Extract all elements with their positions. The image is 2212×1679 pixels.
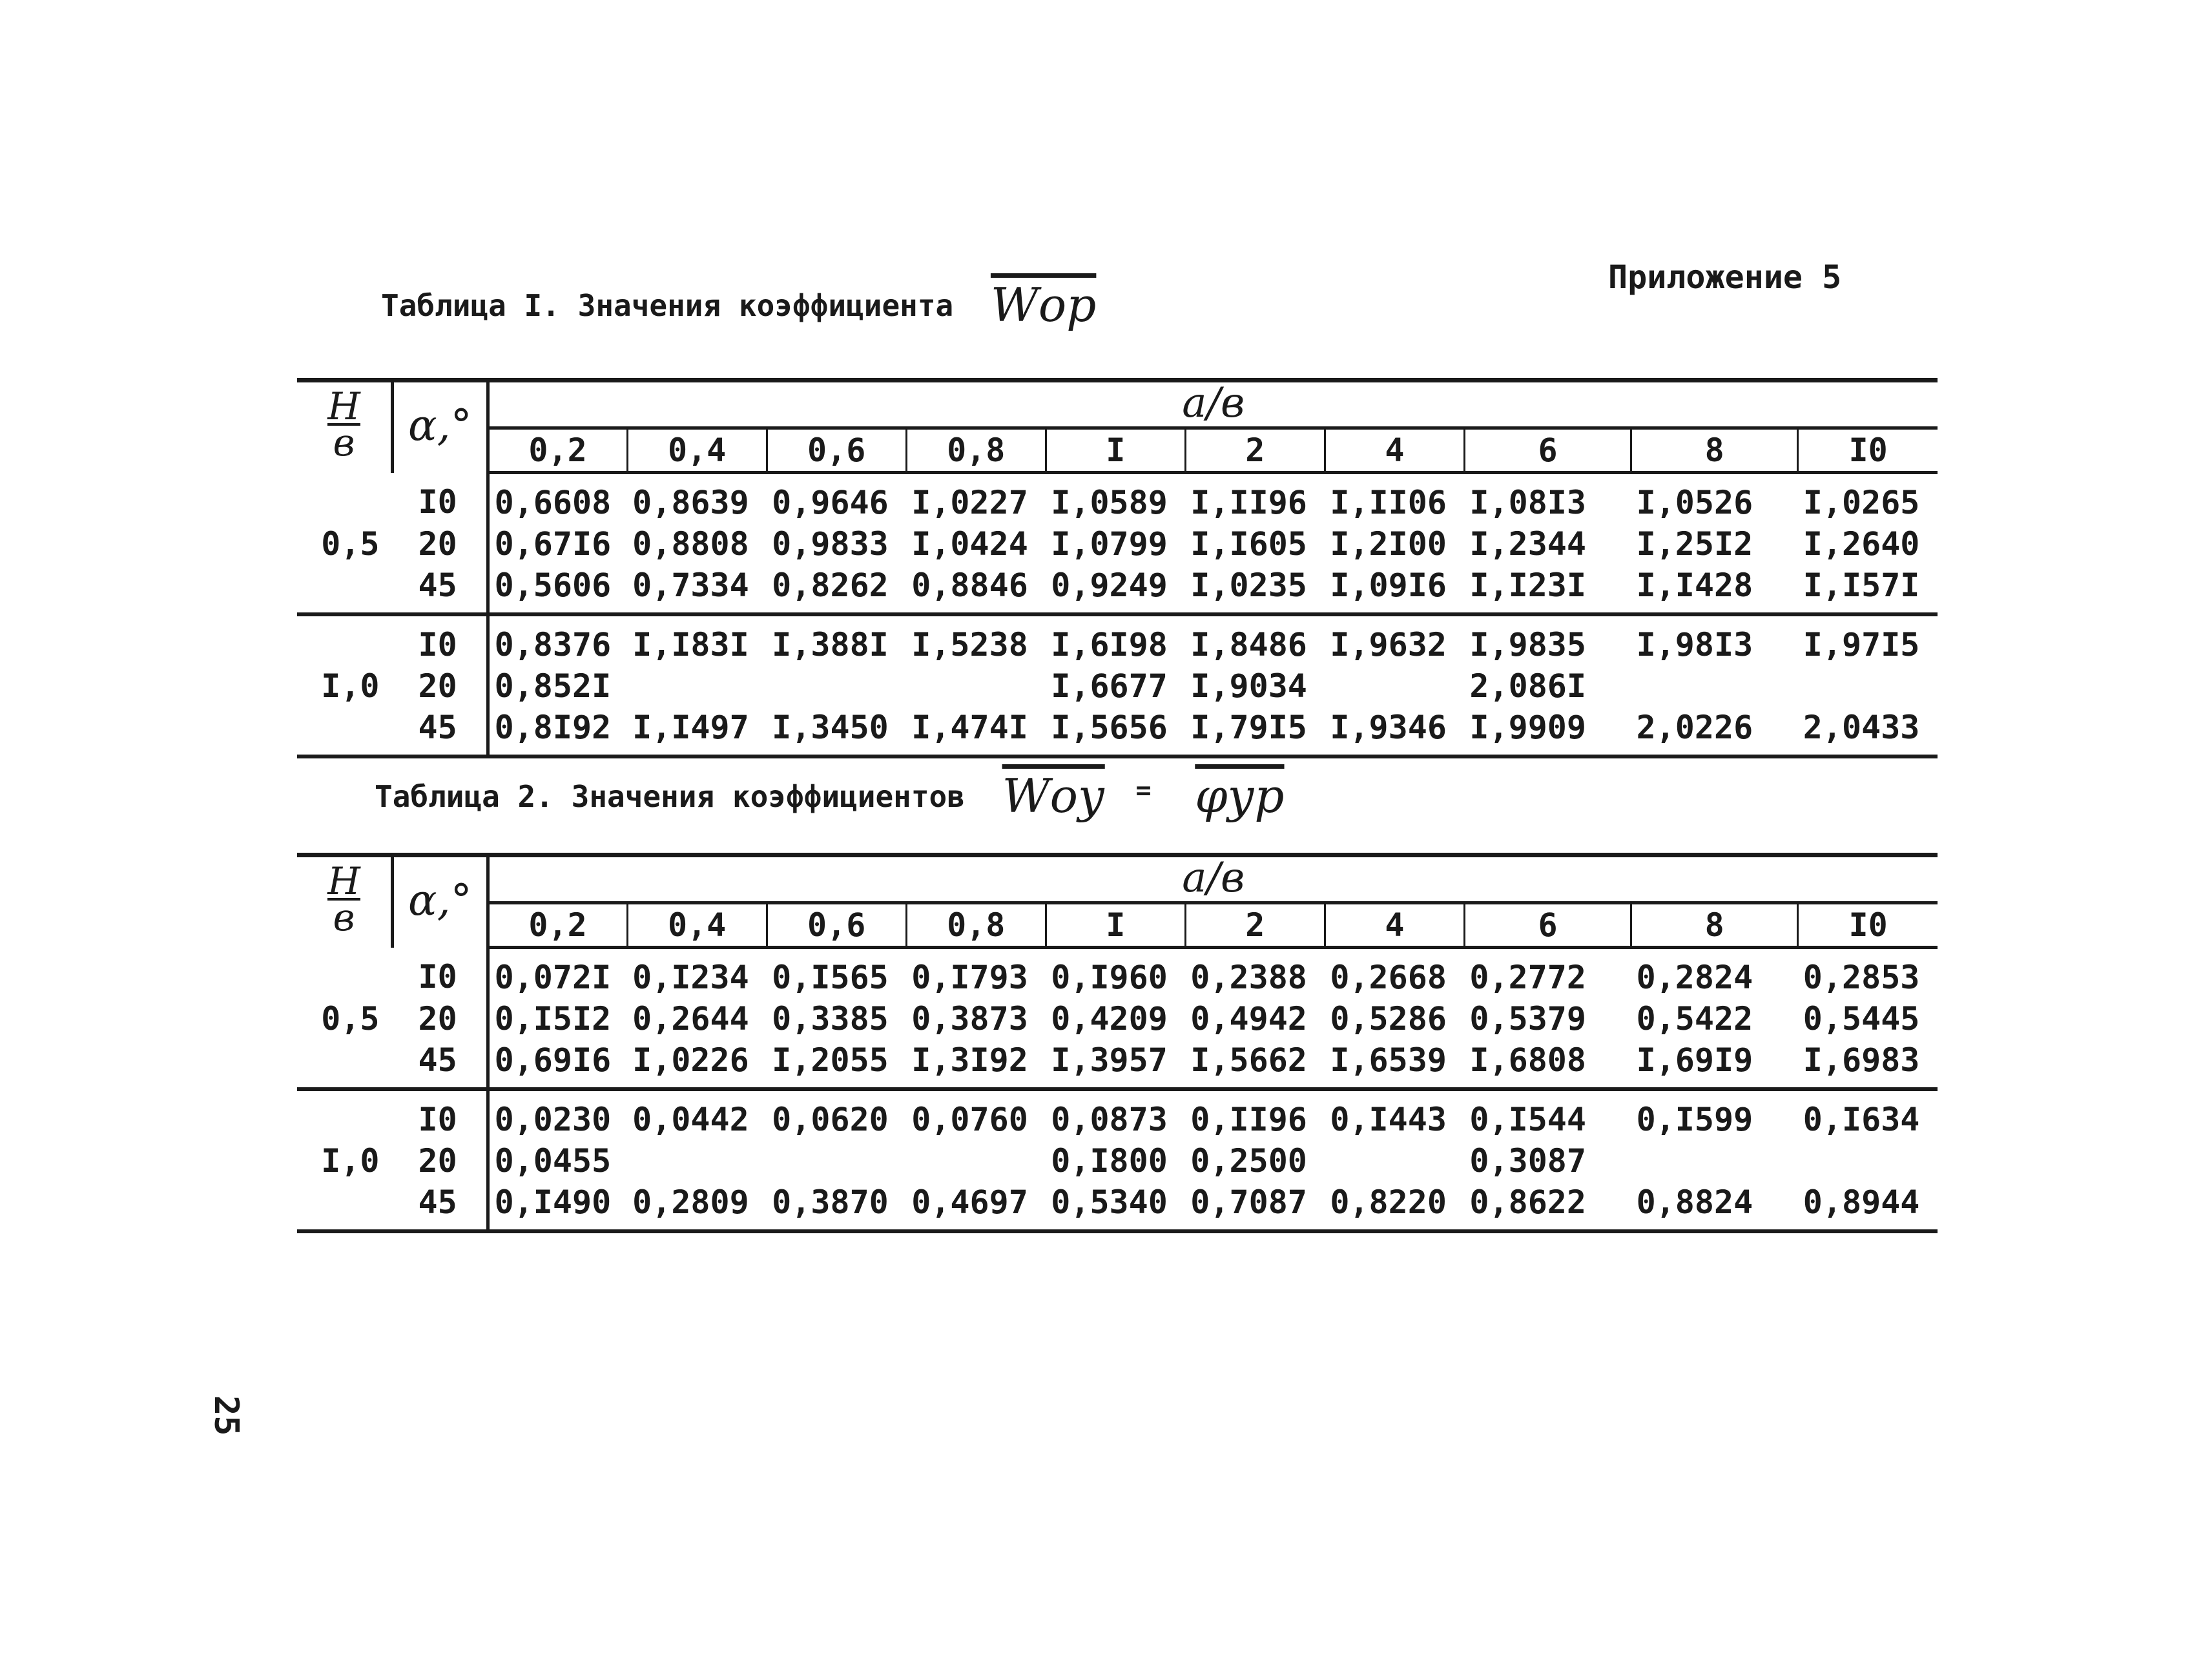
table-cell: 0,I544 [1469, 1101, 1587, 1138]
table-cell: 0,7087 [1185, 1182, 1325, 1231]
table-cell: 0,0230 [488, 1089, 627, 1140]
table-cell: 0,0760 [911, 1101, 1028, 1138]
table-cell: 0,8262 [767, 565, 906, 614]
column-header: 0,8 [906, 428, 1046, 473]
table-row [297, 473, 1938, 524]
hb-header-num: H [327, 384, 360, 429]
alpha-value: I0 [418, 626, 457, 663]
column-header: 8 [1631, 428, 1798, 473]
table-cell [1325, 665, 1464, 707]
alpha-value: 20 [418, 525, 457, 563]
table-cell: I,0589 [1051, 484, 1168, 521]
table-cell: 0,8808 [632, 525, 749, 563]
column-header: 0,4 [627, 428, 767, 473]
hb-value [297, 1182, 393, 1231]
table-cell: I,9632 [1330, 626, 1447, 663]
table-cell: 0,5286 [1330, 1000, 1447, 1038]
hb-value [297, 948, 393, 999]
table-cell: 0,0455 [488, 1140, 627, 1182]
table2-symbol-eq: = [1135, 776, 1152, 806]
alpha-value: I0 [418, 483, 457, 521]
table-cell: I,474I [906, 707, 1046, 756]
table-cell: I,I57I [1798, 565, 1938, 614]
table-cell: 0,8639 [632, 484, 749, 521]
table-cell: 0,I800 [1051, 1142, 1168, 1180]
hb-value: 0,5 [321, 1000, 380, 1038]
table-cell: I,2I00 [1330, 525, 1447, 563]
column-header: I [1046, 428, 1185, 473]
table-cell: 0,3385 [772, 1000, 889, 1038]
table-cell: I,3957 [1046, 1039, 1185, 1089]
table-cell: I,6808 [1464, 1039, 1631, 1089]
table-cell: 0,3087 [1469, 1142, 1587, 1180]
column-header: 0,2 [488, 903, 627, 948]
hb-value [297, 614, 393, 665]
column-header: 4 [1325, 428, 1464, 473]
table-cell: 0,II96 [1190, 1101, 1307, 1138]
hb-value [297, 473, 393, 524]
column-header: 2 [1185, 903, 1325, 948]
table1-caption-text: Таблица I. Значения коэффициента [381, 288, 954, 323]
table-cell: 0,8220 [1325, 1182, 1464, 1231]
table-cell: 0,5606 [488, 565, 627, 614]
table-cell: I,3450 [767, 707, 906, 756]
table2-symbol: Wоу [1002, 769, 1105, 823]
table-row [297, 707, 1938, 756]
ab-group-header [488, 381, 1938, 428]
table-cell [1631, 1140, 1798, 1182]
table-cell: 0,3870 [767, 1182, 906, 1231]
table-row [297, 1182, 1938, 1231]
table-cell: I,2640 [1803, 525, 1920, 563]
table-cell: I,6I98 [1051, 626, 1168, 663]
column-header: 2 [1185, 428, 1325, 473]
table2-caption-text: Таблица 2. Значения коэффициентов [375, 779, 965, 814]
alpha-value: 45 [393, 707, 488, 756]
table-cell: 0,I599 [1636, 1101, 1753, 1138]
table-cell: 0,I634 [1803, 1101, 1920, 1138]
table-row [297, 523, 1938, 565]
table-cell: I,9909 [1464, 707, 1631, 756]
hb-value: I,0 [321, 1142, 380, 1180]
table-cell: I,I23I [1464, 565, 1631, 614]
alpha-value: 20 [418, 667, 457, 705]
table-cell: I,0799 [1051, 525, 1168, 563]
ab-group-label: а/в [1182, 379, 1245, 427]
table-row [297, 1039, 1938, 1089]
table-cell: I,3I92 [906, 1039, 1046, 1089]
alpha-header [393, 855, 488, 948]
table-cell: I,9034 [1190, 667, 1307, 705]
table-cell: 0,I793 [911, 959, 1028, 996]
table-cell: 0,852I [488, 665, 627, 707]
hb-value [297, 1089, 393, 1140]
table-cell: 0,072I [488, 948, 627, 999]
column-header: 0,6 [767, 428, 906, 473]
column-header: I [1046, 903, 1185, 948]
table-cell [627, 1140, 767, 1182]
hb-value: I,0 [321, 667, 380, 705]
table-cell: 0,0620 [772, 1101, 889, 1138]
table-cell: 0,I565 [772, 959, 889, 996]
table-cell: I,I497 [627, 707, 767, 756]
table-cell: 0,4697 [906, 1182, 1046, 1231]
table-cell: 0,3873 [911, 1000, 1028, 1038]
column-header: 6 [1464, 428, 1631, 473]
column-header: 0,2 [488, 428, 627, 473]
table-cell: 0,8622 [1464, 1182, 1631, 1231]
alpha-header-label: α,° [408, 875, 472, 926]
table2-caption [375, 769, 1285, 823]
hb-value [297, 565, 393, 614]
hb-header [297, 855, 393, 948]
table-cell [906, 665, 1046, 707]
table-cell: 0,I960 [1051, 959, 1168, 996]
table-cell: 0,5340 [1046, 1182, 1185, 1231]
table-cell [627, 665, 767, 707]
table-cell: 2,086I [1469, 667, 1587, 705]
table-cell: I,9835 [1469, 626, 1587, 663]
table-cell: I,97I5 [1803, 626, 1920, 663]
table-cell: 2,0433 [1798, 707, 1938, 756]
table1-caption [381, 278, 1096, 332]
alpha-value: I0 [418, 957, 457, 996]
table-cell: 0,2824 [1636, 959, 1753, 996]
hb-header [297, 381, 393, 473]
table-cell: I,388I [772, 626, 889, 663]
table-cell: I,0526 [1636, 484, 1753, 521]
table-cell: 0,2668 [1330, 959, 1447, 996]
table-cell: I,II96 [1190, 484, 1307, 521]
table-cell: I,6539 [1325, 1039, 1464, 1089]
table-cell: I,6983 [1798, 1039, 1938, 1089]
table-cell: 0,8846 [906, 565, 1046, 614]
table-cell [1631, 665, 1798, 707]
table-row [297, 665, 1938, 707]
table-cell: 0,I5I2 [488, 998, 627, 1039]
hb-value [297, 707, 393, 756]
table-row [297, 998, 1938, 1039]
table-cell: 0,4942 [1190, 1000, 1307, 1038]
table-cell: 0,2500 [1190, 1142, 1307, 1180]
table2 [297, 853, 1938, 1233]
table-cell: 0,5379 [1469, 1000, 1587, 1038]
table-cell: 0,9833 [772, 525, 889, 563]
alpha-value: 45 [393, 1182, 488, 1231]
table-cell: I,6677 [1051, 667, 1168, 705]
table-cell: 0,9646 [772, 484, 889, 521]
alpha-value: I0 [418, 1101, 457, 1138]
table-cell: 0,9249 [1046, 565, 1185, 614]
table-cell: I,I428 [1631, 565, 1798, 614]
table-cell: I,5238 [911, 626, 1028, 663]
table-cell: 0,67I6 [488, 523, 627, 565]
column-header: I0 [1798, 903, 1938, 948]
table-cell: 0,7334 [627, 565, 767, 614]
column-header: 0,4 [627, 903, 767, 948]
table-cell: I,2055 [767, 1039, 906, 1089]
table-row [297, 1140, 1938, 1182]
alpha-value: 20 [418, 1000, 457, 1038]
table-cell: I,79I5 [1185, 707, 1325, 756]
table-cell: I,25I2 [1636, 525, 1753, 563]
table-cell: I,II06 [1330, 484, 1447, 521]
column-header: 6 [1464, 903, 1631, 948]
table-cell: 0,5445 [1803, 1000, 1920, 1038]
table-cell: I,0227 [911, 484, 1028, 521]
ab-group-label: а/в [1182, 854, 1245, 902]
table-cell: I,5656 [1046, 707, 1185, 756]
table-cell: 0,2772 [1469, 959, 1587, 996]
table1-symbol: Wор [990, 278, 1097, 332]
table-cell: 0,8944 [1798, 1182, 1938, 1231]
column-header: 4 [1325, 903, 1464, 948]
column-header: I0 [1798, 428, 1938, 473]
table-cell: 0,0442 [632, 1101, 749, 1138]
table-cell: 0,8I92 [488, 707, 627, 756]
table-cell: I,08I3 [1469, 484, 1587, 521]
table-cell: 0,2644 [632, 1000, 749, 1038]
table-row [297, 1089, 1938, 1140]
table-cell: I,5662 [1185, 1039, 1325, 1089]
table-cell: 0,8824 [1631, 1182, 1798, 1231]
table-cell: 0,I443 [1330, 1101, 1447, 1138]
table-row [297, 948, 1938, 999]
ab-group-header [488, 855, 1938, 903]
hb-header-den: в [333, 895, 355, 940]
table-cell: 0,5422 [1636, 1000, 1753, 1038]
column-header: 0,8 [906, 903, 1046, 948]
table1 [297, 378, 1938, 758]
table-cell [1325, 1140, 1464, 1182]
table-cell [1798, 665, 1938, 707]
table-cell: I,I605 [1190, 525, 1307, 563]
table-cell: I,I83I [632, 626, 749, 663]
table-cell: I,2344 [1469, 525, 1587, 563]
alpha-value: 45 [393, 1039, 488, 1089]
table-cell: 2,0226 [1631, 707, 1798, 756]
table-row [297, 565, 1938, 614]
table-cell: I,98I3 [1636, 626, 1753, 663]
table-cell [767, 1140, 906, 1182]
appendix-label: Приложение 5 [1608, 258, 1842, 296]
table-cell: 0,I490 [488, 1182, 627, 1231]
column-header: 0,6 [767, 903, 906, 948]
hb-header-num: H [327, 859, 360, 904]
column-header: 8 [1631, 903, 1798, 948]
alpha-value: 45 [393, 565, 488, 614]
table-cell [1798, 1140, 1938, 1182]
table-cell: 0,4209 [1051, 1000, 1168, 1038]
alpha-value: 20 [418, 1142, 457, 1180]
table-cell [906, 1140, 1046, 1182]
hb-value: 0,5 [321, 525, 380, 563]
table-cell: 0,8376 [488, 614, 627, 665]
table-row [297, 614, 1938, 665]
table-cell: 0,I234 [632, 959, 749, 996]
table-cell: I,69I9 [1631, 1039, 1798, 1089]
table-cell: 0,2809 [627, 1182, 767, 1231]
table-cell: 0,2388 [1190, 959, 1307, 996]
page-number: 25 [207, 1395, 245, 1436]
hb-value [297, 1039, 393, 1089]
table2-symbol2: φур [1195, 769, 1285, 823]
table-cell: I,8486 [1190, 626, 1307, 663]
table-cell [767, 665, 906, 707]
table-cell: 0,0873 [1051, 1101, 1168, 1138]
table-cell: 0,6608 [488, 473, 627, 524]
table-cell: I,9346 [1325, 707, 1464, 756]
hb-header-den: в [333, 421, 355, 465]
table-cell: 0,2853 [1803, 959, 1920, 996]
alpha-header [393, 381, 488, 473]
table-cell: I,0424 [911, 525, 1028, 563]
table-cell: I,0265 [1803, 484, 1920, 521]
table-cell: 0,69I6 [488, 1039, 627, 1089]
table-cell: I,09I6 [1325, 565, 1464, 614]
alpha-header-label: α,° [408, 401, 472, 451]
table-cell: I,0235 [1185, 565, 1325, 614]
table-cell: I,0226 [627, 1039, 767, 1089]
